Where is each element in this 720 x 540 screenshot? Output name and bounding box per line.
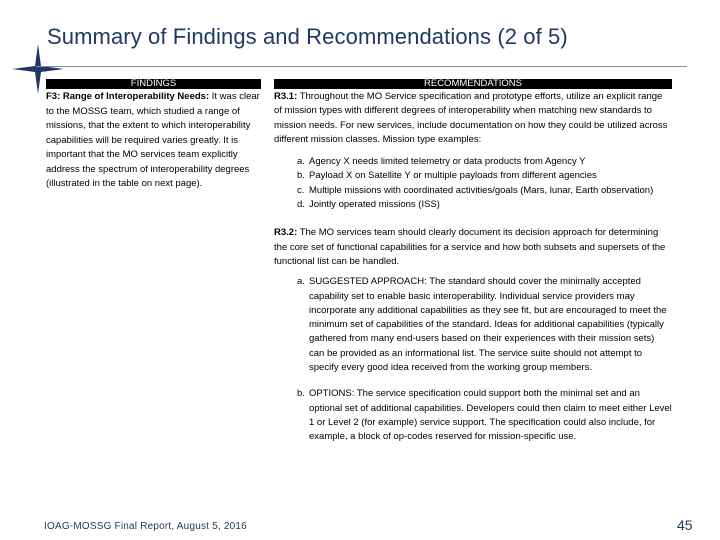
recommendations-column [274, 90, 672, 445]
options-list [274, 387, 672, 444]
mission-type-list [274, 155, 672, 212]
recommendation-r32 [274, 226, 672, 269]
page-number: 45 [677, 517, 693, 533]
findings-header: FINDINGS [46, 79, 261, 89]
list-item: d. Jointly operated missions (ISS) [297, 199, 440, 211]
recommendation-r32-text: The MO services team should clearly document its decision approach for determining the core set of functional capabilities for a service and how both subsets and supersets of the functional list can be handled. [274, 227, 666, 267]
list-item: b. Payload X on Satellite Y or multiple payloads from different agencies [297, 170, 597, 182]
slide-title: Summary of Findings and Recommendations (2 of 5) [47, 24, 568, 49]
list-item: a. SUGGESTED APPROACH: The standard should cover the minimally accepted capability set to enable basic interoperability. Individual service providers may incorporate any additional capabilities as they see fit, but are encouraged to meet the minimum set of capabilities of the standard. Ideas for additional capabilities (typically gathered from many end-users based on their experiences with their mission sets) can be provided as an informational list. The service suite should not attempt to specify every good idea received from the working group members. [297, 276, 667, 374]
recommendations-header: RECOMMENDATIONS [274, 79, 672, 89]
finding-f3-label: F3: Range of Interoperability Needs: [46, 91, 210, 102]
findings-column [46, 90, 261, 192]
list-item: c. Multiple missions with coordinated activities/goals (Mars, lunar, Earth observation) [297, 184, 654, 196]
slide-footer: IOAG-MOSSG Final Report, August 5, 2016 [44, 521, 247, 532]
recommendation-r31-label: R3.1: [274, 91, 298, 102]
title-divider [36, 66, 687, 67]
recommendation-r31 [274, 90, 672, 147]
list-item: a. Agency X needs limited telemetry or data products from Agency Y [297, 156, 586, 168]
list-item: b. OPTIONS: The service specification could support both the minimal set and an optional set of additional capabilities. Developers could then claim to meet either Level 1 or Level 2 (for example) service support. The specification could also include, for example, a block of op-codes reserved for mission-specific use. [297, 388, 672, 443]
approach-list [274, 275, 672, 375]
finding-f3-text: It was clear to the MOSSG team, which studied a range of missions, that the extent to which interoperability capabilities will be required varies greatly. It is important that the MO services team explicitly address the spectrum of interoperability degrees (illustrated in the table on next page). [46, 91, 260, 189]
recommendation-r32-label: R3.2: [274, 227, 298, 239]
recommendation-r31-text: Throughout the MO Service specification and prototype efforts, utilize an explicit range of mission types with different degrees of interoperability when matching new standards to mission needs. For new services, include documentation on how they could be utilized across different mission classes. Mission type examples: [274, 91, 668, 145]
